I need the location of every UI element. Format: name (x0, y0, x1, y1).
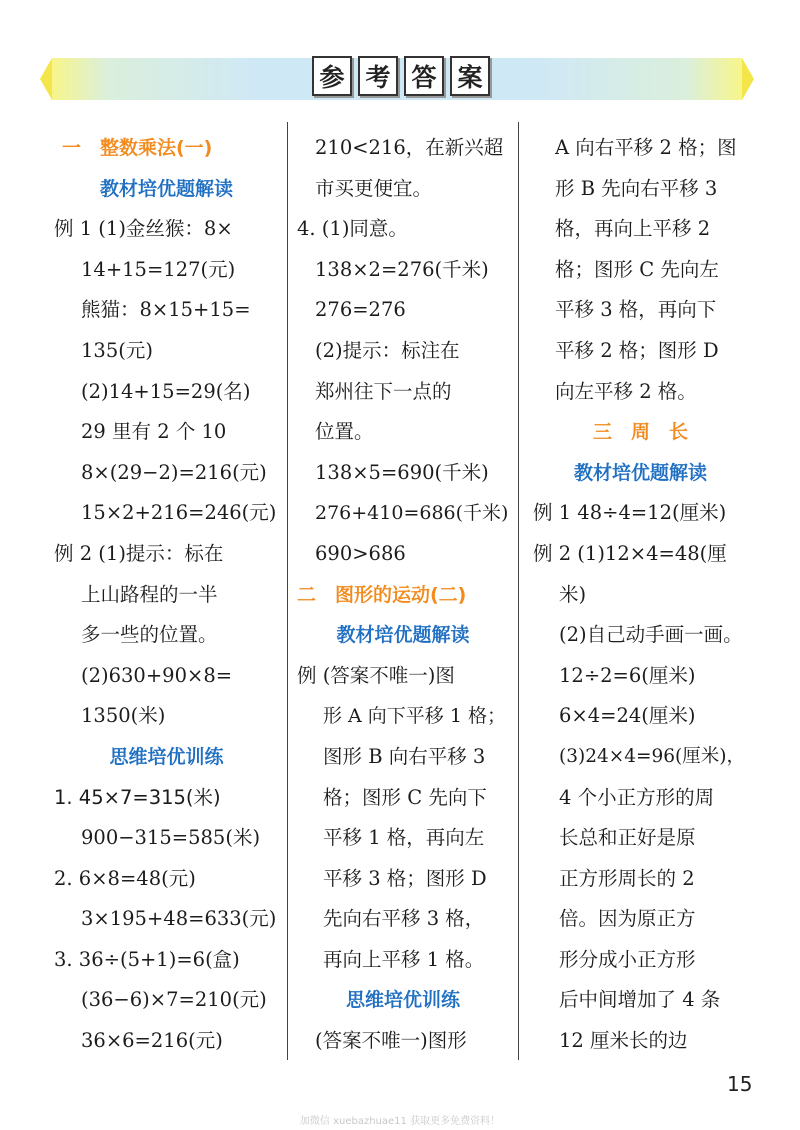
answer-line: 例 (答案不唯一)图 (297, 663, 455, 687)
answer-line: 长总和正好是原 (559, 826, 696, 850)
title-char: 考 (358, 56, 398, 96)
answer-line: 向左平移 2 格。 (555, 379, 697, 403)
footer-watermark: 加微信 xuebazhuae11 获取更多免费资料！ (299, 1116, 501, 1127)
answer-line: 6×4=24(厘米) (559, 704, 696, 728)
answer-line: 1350(米) (81, 704, 166, 728)
answer-line: 3×195+48=633(元) (81, 907, 277, 931)
answer-line: 12 厘米长的边 (559, 1029, 688, 1053)
answer-line: 米) (559, 582, 587, 606)
answer-line: 3. 36÷(5+1)=6(盒) (54, 947, 240, 971)
answer-line: 36×6=216(元) (81, 1029, 223, 1053)
answer-line: (2)14+15=29(名) (81, 379, 251, 403)
subsection-heading: 教材培优题解读 (99, 177, 233, 200)
answer-line: (36−6)×7=210(元) (81, 988, 267, 1012)
answer-line: 郑州往下一点的 (315, 379, 452, 403)
answer-line: 形 B 先向右平移 3 (555, 176, 718, 200)
answer-line: 12÷2=6(厘米) (559, 663, 696, 687)
answer-line: 例 1 48÷4=12(厘米) (533, 501, 727, 525)
answer-line: 平移 1 格，再向左 (323, 826, 485, 850)
answer-line: 2. 6×8=48(元) (54, 866, 196, 890)
section-heading: 二 图形的运动(二) (297, 583, 467, 606)
answer-line: 15×2+216=246(元) (81, 501, 277, 525)
answer-line: (2)自己动手画一画。 (559, 623, 743, 647)
answer-line: 平移 2 格；图形 D (555, 338, 719, 362)
page-title (312, 56, 490, 96)
answer-line: 平移 3 格；图形 D (323, 866, 487, 890)
answer-column-2 (297, 128, 509, 1062)
page-number: 15 (727, 1072, 753, 1096)
answer-line: 276=276 (315, 298, 406, 322)
column-divider (287, 122, 288, 1060)
answer-line: 138×5=690(千米) (315, 460, 489, 484)
subsection-heading: 思维培优训练 (109, 745, 224, 768)
subsection-heading: 思维培优训练 (345, 989, 460, 1012)
answer-line: 形分成小正方形 (559, 947, 696, 971)
answer-line: (答案不唯一)图形 (315, 1029, 467, 1053)
answer-line: 上山路程的一半 (81, 582, 218, 606)
answer-line: 138×2=276(千米) (315, 257, 489, 281)
subsection-heading: 教材培优题解读 (336, 624, 470, 647)
answer-line: 后中间增加了 4 条 (559, 988, 721, 1012)
answer-line: 格；图形 C 先向左 (555, 257, 719, 281)
answer-line: 正方形周长的 2 (559, 866, 695, 890)
answer-line: 1. 45×7=315(米) (54, 785, 221, 809)
answer-line: 图形 B 向右平移 3 (323, 744, 486, 768)
answer-line: 例 1 (1)金丝猴：8× (54, 217, 233, 241)
title-char: 案 (450, 56, 490, 96)
column-divider (518, 122, 519, 1060)
answer-line: 格，再向上平移 2 (555, 217, 711, 241)
answer-line: (2)630+90×8= (81, 663, 233, 687)
subsection-heading: 教材培优题解读 (573, 461, 707, 484)
answer-line: A 向右平移 2 格；图 (555, 136, 737, 159)
answer-line: 135(元) (81, 338, 153, 362)
answer-line: (2)提示：标注在 (315, 338, 460, 362)
answer-line: 900−315=585(米) (81, 826, 261, 850)
section-heading: 三 周 长 (592, 421, 688, 444)
answer-line: 位置。 (315, 420, 374, 444)
answer-line: 4. (1)同意。 (297, 217, 408, 241)
answer-line: 29 里有 2 个 10 (81, 420, 227, 444)
answer-line: 14+15=127(元) (81, 257, 236, 281)
answer-line: 先向右平移 3 格， (323, 907, 485, 931)
answer-line: (3)24×4=96(厘米)， (559, 745, 745, 767)
answer-line: 4 个小正方形的周 (559, 785, 715, 809)
banner-left-tip (40, 58, 52, 100)
answer-line: 形 A 向下平移 1 格； (323, 705, 506, 728)
answer-line: 8×(29−2)=216(元) (81, 460, 267, 484)
answer-line: 熊猫：8×15+15= (81, 298, 251, 322)
answer-column-3 (533, 128, 748, 1062)
answer-column-1 (54, 128, 279, 1062)
section-heading: 一 整数乘法(一) (62, 137, 213, 159)
answer-line: 倍。因为原正方 (559, 907, 696, 931)
answer-line: 市买更便宜。 (315, 176, 433, 200)
answer-line: 例 2 (1)提示：标在 (54, 541, 224, 565)
answer-line: 格；图形 C 先向下 (323, 785, 487, 809)
answer-line: 276+410=686(千米) (315, 502, 509, 525)
answer-line: 再向上平移 1 格。 (323, 947, 485, 971)
answer-line: 690>686 (315, 541, 406, 565)
title-char: 参 (312, 56, 352, 96)
answer-line: 平移 3 格，再向下 (555, 298, 717, 322)
answer-line: 例 2 (1)12×4=48(厘 (533, 541, 727, 565)
title-char: 答 (404, 56, 444, 96)
answer-line: 210<216，在新兴超 (315, 136, 504, 159)
answer-line: 多一些的位置。 (81, 623, 218, 647)
banner-right-tip (742, 58, 754, 100)
